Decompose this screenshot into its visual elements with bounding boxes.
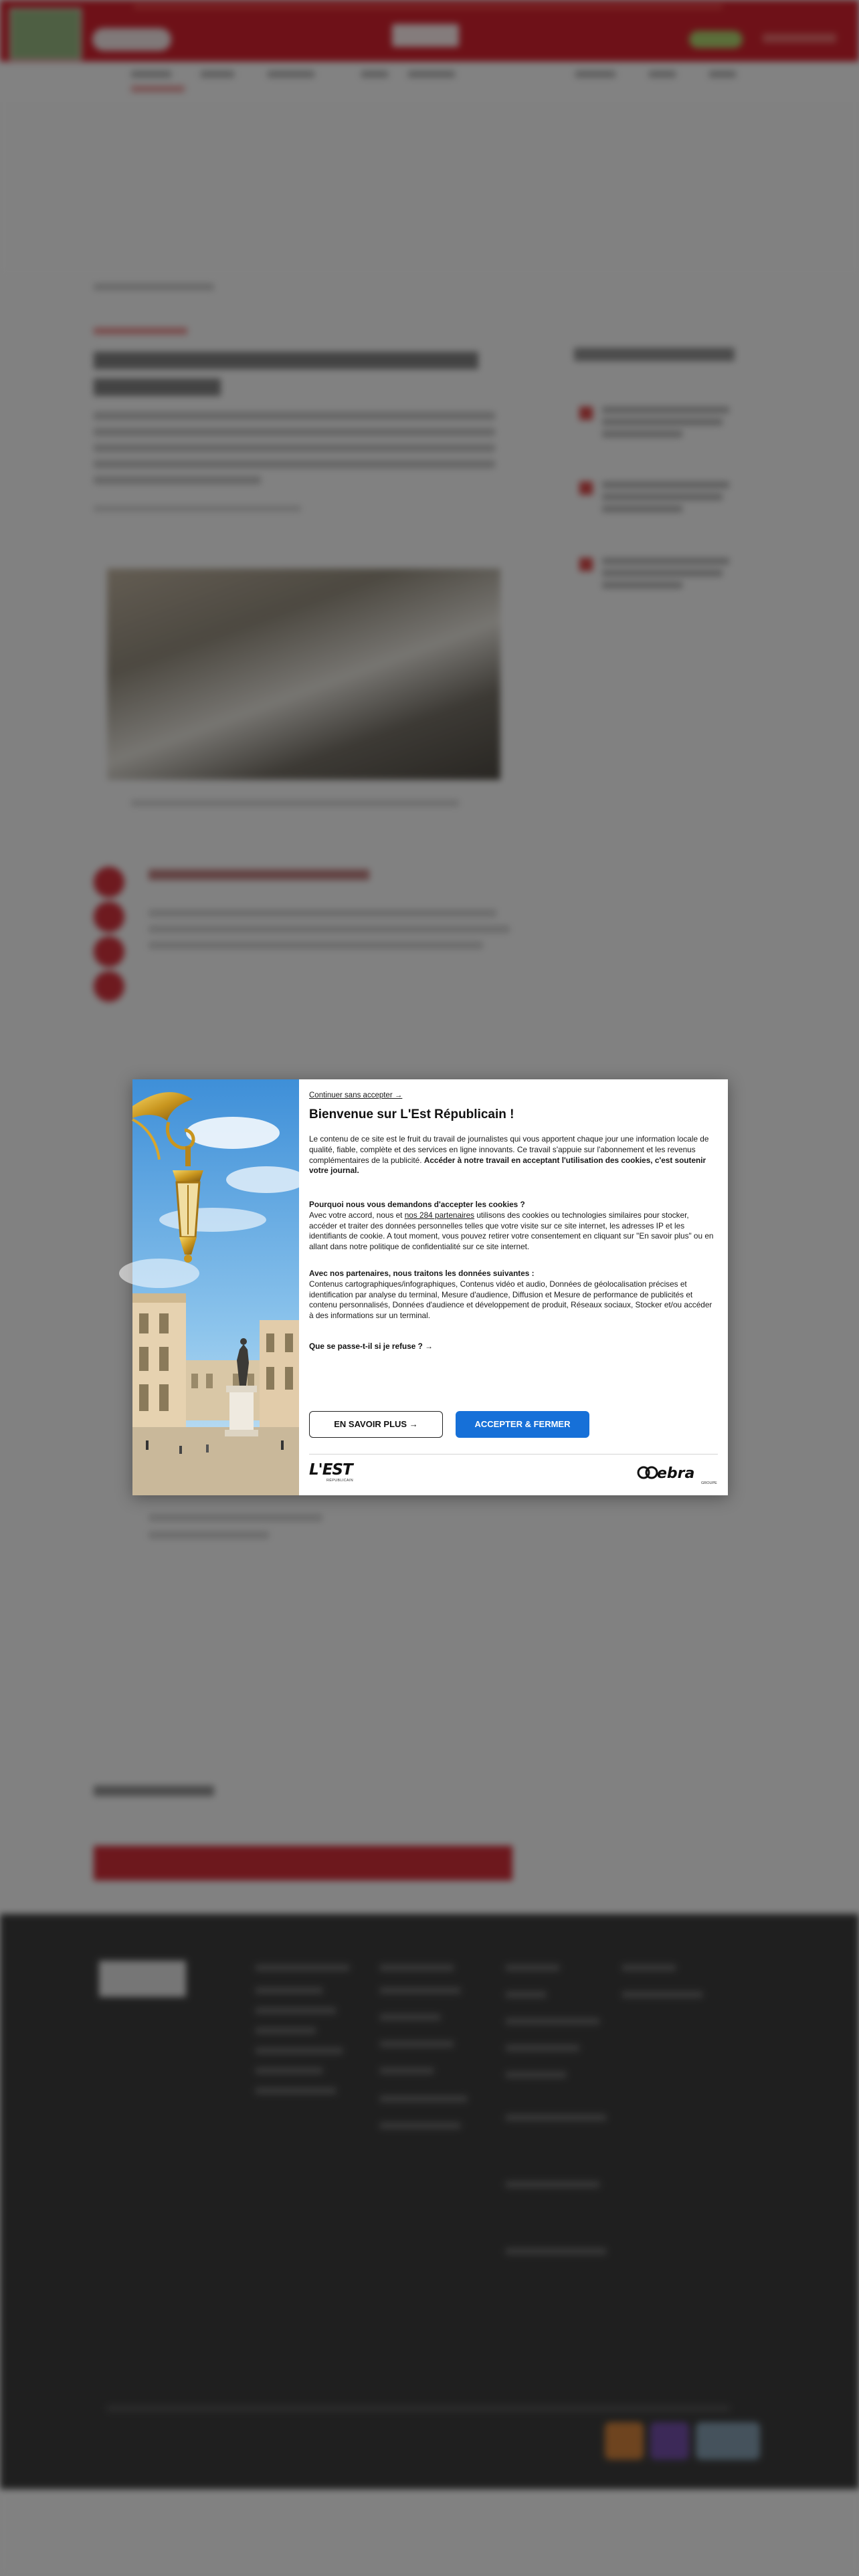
lest-republicain-logo [309,1462,353,1483]
why-text-end: utilisons des cookies ou technologies similaires pour stocker, accéder et traiter des données personnelles telles que votre visite sur ce site internet, les adresses IP et les identifiants de cookie. A tout moment, vous pouvez retirer votre consentement en cliquant sur "En savoir plus" ou en allant dans notre politique de confidentialité sur ce site internet. [309,1210,714,1252]
partners-paragraph [309,1269,719,1321]
intro-bold-text: Accéder à notre travail en acceptant l'utilisation des cookies, c'est soutenir votre journal. [309,1155,706,1176]
learn-more-button[interactable]: EN SAVOIR PLUS → [309,1411,443,1438]
why-paragraph [309,1200,719,1253]
intro-paragraph [309,1134,719,1176]
logo-subtitle: RÉPUBLICAIN [326,1479,353,1483]
ebra-wordmark: ebra [657,1465,695,1482]
modal-title: Bienvenue sur L'Est Républicain ! [309,1107,514,1121]
nancy-place-stanislas-photo [132,1079,299,1495]
logo-wordmark: L'EST [309,1461,353,1479]
accept-and-close-button[interactable]: ACCEPTER & FERMER [456,1411,589,1438]
cookie-consent-modal [132,1079,728,1495]
divider [309,1454,718,1455]
intro-text: Le contenu de ce site est le fruit du travail de journalistes qui vous apportent chaque jour une information locale de qualité, fiable, complète et des services en ligne innovants. Ce travail s'appuie sur l'abonnement et les revenus complémentaires de la publicité. [309,1134,709,1165]
partners-heading: Avec nos partenaires, nous traitons les données suivantes : [309,1269,535,1278]
why-text-start: Avec votre accord, nous et [309,1210,403,1220]
what-if-refuse-link[interactable]: Que se passe-t-il si je refuse ? → [309,1341,433,1351]
consent-content [299,1079,728,1495]
ebra-group-logo [637,1462,717,1486]
partners-link[interactable]: nos 284 partenaires [404,1210,475,1220]
partners-text: Contenus cartographiques/infographiques, Contenus vidéo et audio, Données de géolocalisation précises et identification par analyse du terminal, Mesure d'audience, Diffusion et Mesure de performance de publicités et contenu personnalisés, Données d'audience et développement de produit, Réseaux sociaux, Stocker et/ou accéder à des informations sur un terminal. [309,1279,712,1321]
ebra-subtitle: GROUPE [701,1481,717,1485]
why-heading: Pourquoi nous vous demandons d'accepter les cookies ? [309,1200,525,1209]
continue-without-accepting-link[interactable]: Continuer sans accepter → [309,1091,403,1099]
